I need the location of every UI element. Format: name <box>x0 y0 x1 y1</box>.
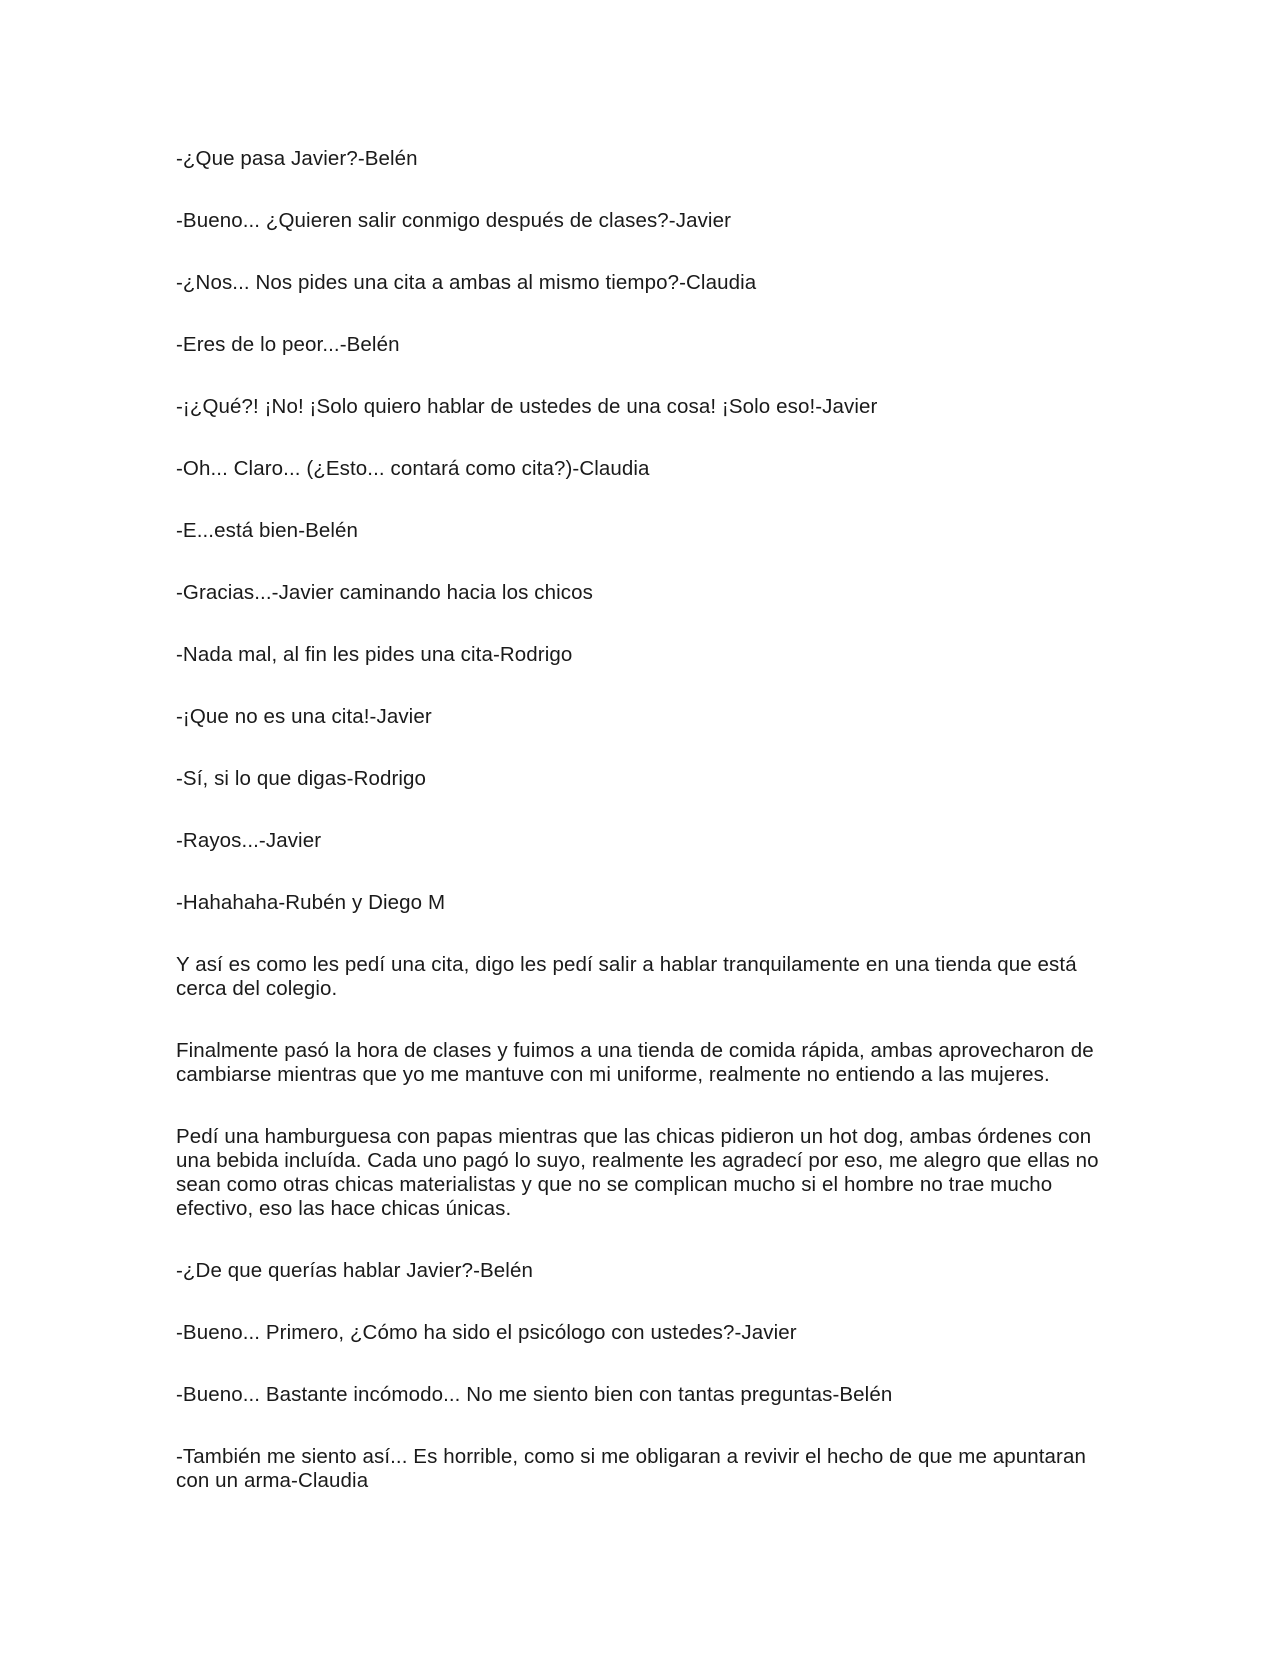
paragraph: -Gracias...-Javier caminando hacia los chicos <box>176 581 593 604</box>
paragraph: -¡¿Qué?! ¡No! ¡Solo quiero hablar de ustedes de una cosa! ¡Solo eso!-Javier <box>176 395 878 418</box>
paragraph: Y así es como les pedí una cita, digo les pedí salir a hablar tranquilamente en una tienda que está cerca del colegio. <box>176 953 1077 1000</box>
paragraph: -Sí, si lo que digas-Rodrigo <box>176 767 427 790</box>
paragraph: -E...está bien-Belén <box>176 519 359 542</box>
paragraph: -¿Que pasa Javier?-Belén <box>176 147 418 170</box>
paragraph: Pedí una hamburguesa con papas mientras que las chicas pidieron un hot dog, ambas órdenes con una bebida incluída. Cada uno pagó lo suyo, realmente les agradecí por eso, me alegro que ellas no sean como otras chicas materialistas y que no se complican mucho si el hombre no trae mucho efectivo, eso las hace chicas únicas. <box>176 1125 1099 1220</box>
paragraph: -Bueno... ¿Quieren salir conmigo después de clases?-Javier <box>176 209 732 232</box>
document-body <box>176 147 1106 1531</box>
paragraph: -Eres de lo peor...-Belén <box>176 333 400 356</box>
paragraph: -Bueno... Primero, ¿Cómo ha sido el psicólogo con ustedes?-Javier <box>176 1321 797 1344</box>
paragraph: -También me siento así... Es horrible, como si me obligaran a revivir el hecho de que me apuntaran con un arma-Claudia <box>176 1445 1086 1492</box>
paragraph: -¿De que querías hablar Javier?-Belén <box>176 1259 533 1282</box>
paragraph: -Nada mal, al fin les pides una cita-Rodrigo <box>176 643 573 666</box>
paragraph: -Oh... Claro... (¿Esto... contará como cita?)-Claudia <box>176 457 650 480</box>
paragraph: -Rayos...-Javier <box>176 829 322 852</box>
paragraph: -¡Que no es una cita!-Javier <box>176 705 432 728</box>
paragraph: -Hahahaha-Rubén y Diego M <box>176 891 446 914</box>
paragraph: -¿Nos... Nos pides una cita a ambas al mismo tiempo?-Claudia <box>176 271 757 294</box>
paragraph: -Bueno... Bastante incómodo... No me siento bien con tantas preguntas-Belén <box>176 1383 893 1406</box>
paragraph: Finalmente pasó la hora de clases y fuimos a una tienda de comida rápida, ambas aprovecharon de cambiarse mientras que yo me mantuve con mi uniforme, realmente no entiendo a las mujeres. <box>176 1039 1094 1086</box>
